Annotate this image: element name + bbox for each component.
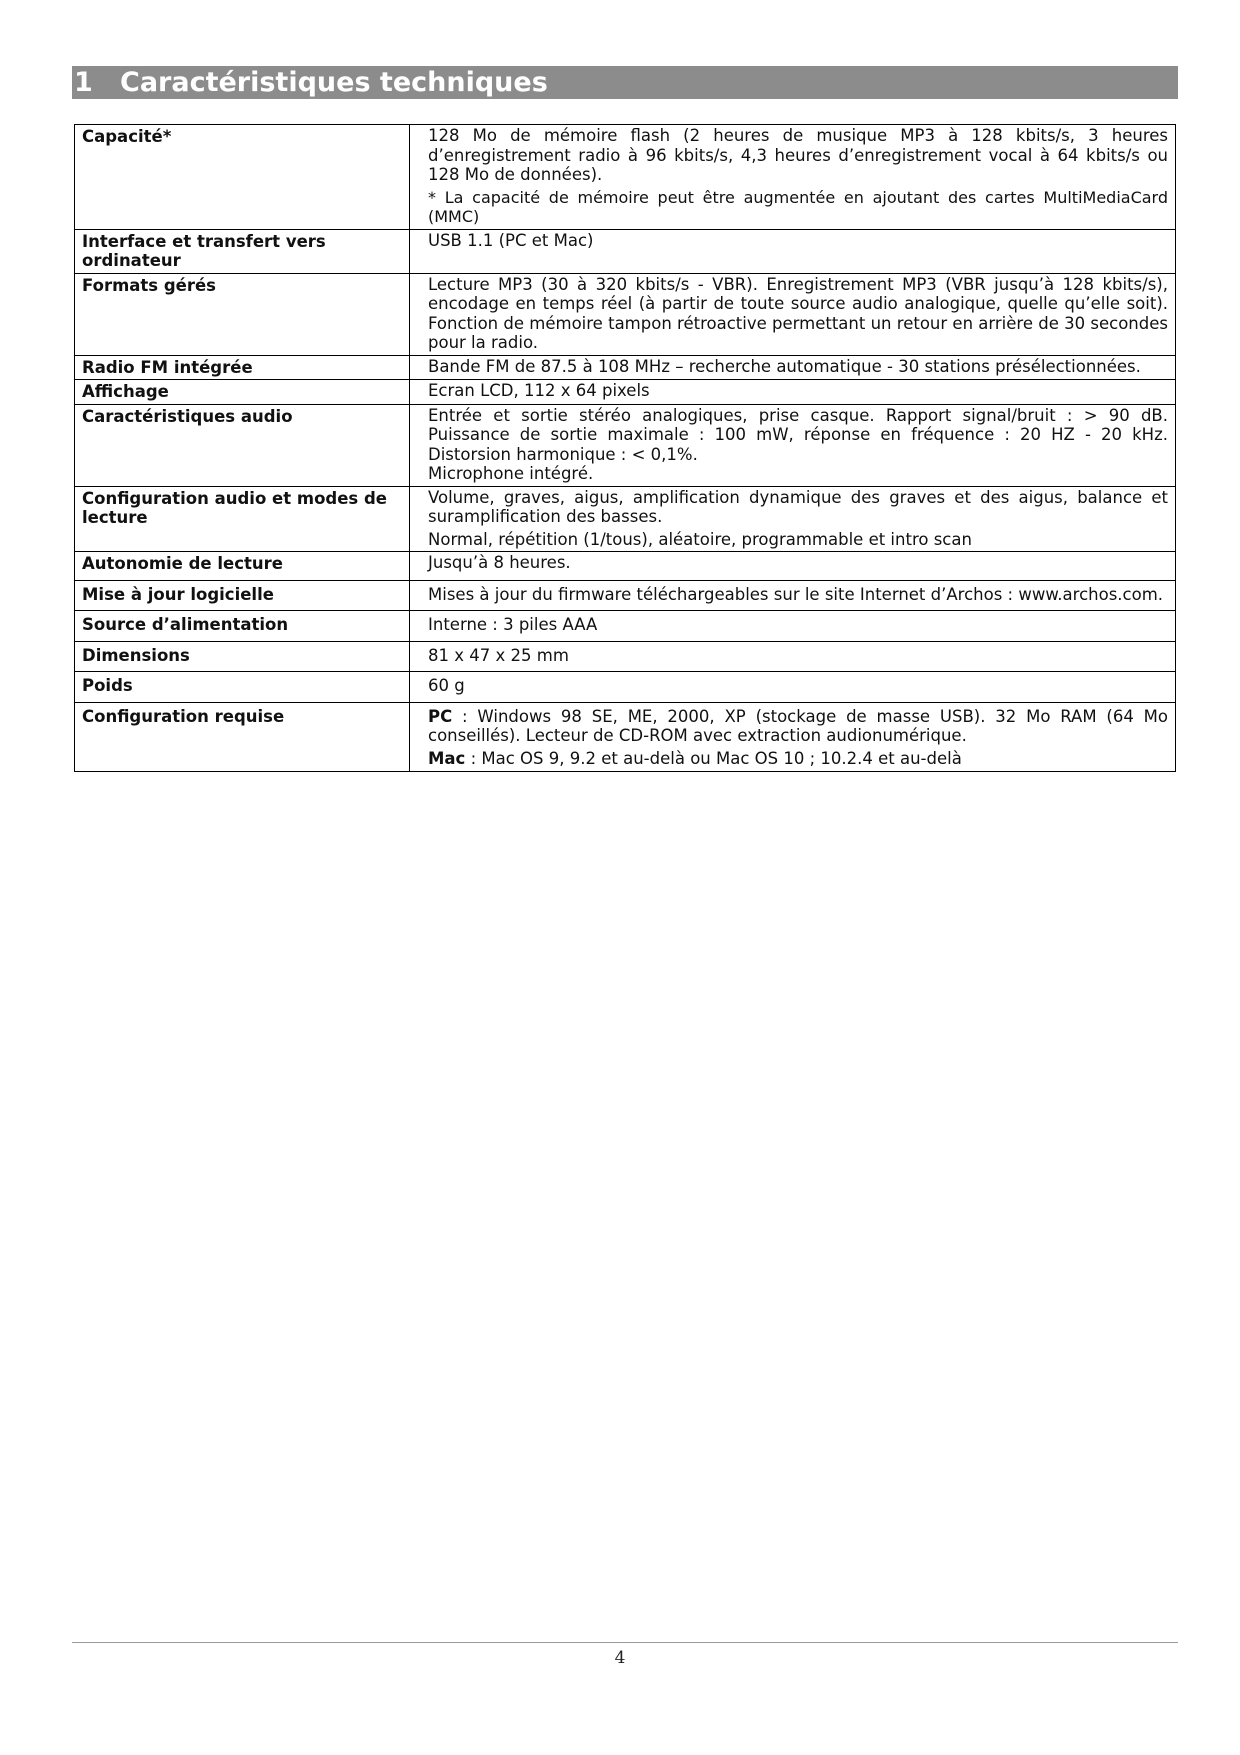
- spec-value: Ecran LCD, 112 x 64 pixels: [410, 380, 1176, 405]
- spec-text-pc: [428, 707, 1168, 746]
- spec-label: Poids: [75, 672, 410, 703]
- spec-label: Affichage: [75, 380, 410, 405]
- spec-value: USB 1.1 (PC et Mac): [410, 229, 1176, 273]
- spec-value: Interne : 3 piles AAA: [410, 611, 1176, 642]
- spec-label: Radio FM intégrée: [75, 355, 410, 380]
- table-row: [75, 125, 1176, 230]
- spec-value: [410, 125, 1176, 230]
- table-row: [75, 273, 1176, 355]
- section-number: 1: [74, 67, 93, 98]
- os-requirements-mac: : Mac OS 9, 9.2 et au-delà ou Mac OS 10 ; 10.2.4 et au-delà: [465, 748, 962, 768]
- table-row: [75, 380, 1176, 405]
- spec-value: [410, 702, 1176, 772]
- spec-text: Volume, graves, aigus, amplification dynamique des graves et des aigus, balance et suramplification des basses.: [428, 487, 1168, 526]
- spec-value: [410, 486, 1176, 552]
- table-row: [75, 486, 1176, 552]
- spec-value: Lecture MP3 (30 à 320 kbits/s - VBR). Enregistrement MP3 (VBR jusqu’à 128 kbits/s), encodage en temps réel (à partir de toute source audio analogique, quelle qu’elle soit). Fonction de mémoire tampon rétroactive permettant un retour en arrière de 30 secondes pour la radio.: [410, 273, 1176, 355]
- table-row: [75, 702, 1176, 772]
- spec-value: Jusqu’à 8 heures.: [410, 552, 1176, 581]
- table-row: [75, 229, 1176, 273]
- table-row: [75, 355, 1176, 380]
- spec-label: Formats gérés: [75, 273, 410, 355]
- spec-label: Caractéristiques audio: [75, 404, 410, 486]
- table-row: [75, 404, 1176, 486]
- section-heading: [72, 66, 1178, 99]
- spec-label: Capacité*: [75, 125, 410, 230]
- table-row: [75, 641, 1176, 672]
- spec-text-mac: [428, 749, 1168, 769]
- spec-footnote: * La capacité de mémoire peut être augmentée en ajoutant des cartes MultiMediaCard (MMC): [428, 187, 1168, 226]
- spec-text: Normal, répétition (1/tous), aléatoire, programmable et intro scan: [428, 529, 972, 549]
- os-label-pc: PC: [428, 706, 453, 726]
- table-row: [75, 672, 1176, 703]
- spec-label: Autonomie de lecture: [75, 552, 410, 581]
- spec-value: Bande FM de 87.5 à 108 MHz – recherche automatique - 30 stations présélectionnées.: [410, 355, 1176, 380]
- spec-value: [410, 404, 1176, 486]
- spec-label: Configuration audio et modes de lecture: [75, 486, 410, 552]
- table-row: [75, 552, 1176, 581]
- spec-label: Mise à jour logicielle: [75, 580, 410, 611]
- page-number: 4: [614, 1648, 626, 1668]
- table-row: [75, 580, 1176, 611]
- table-row: [75, 611, 1176, 642]
- os-requirements-pc: : Windows 98 SE, ME, 2000, XP (stockage de masse USB). 32 Mo RAM (64 Mo conseillés). Lecteur de CD-ROM avec extraction audionumérique.: [428, 706, 1168, 745]
- section-title: Caractéristiques techniques: [120, 67, 548, 98]
- spec-label: Interface et transfert vers ordinateur: [75, 229, 410, 273]
- footer-divider: [72, 1642, 1178, 1643]
- spec-value: 81 x 47 x 25 mm: [410, 641, 1176, 672]
- spec-label: Dimensions: [75, 641, 410, 672]
- spec-label: Source d’alimentation: [75, 611, 410, 642]
- spec-text: Microphone intégré.: [428, 464, 594, 483]
- spec-value: 60 g: [410, 672, 1176, 703]
- spec-value: Mises à jour du firmware téléchargeables sur le site Internet d’Archos : www.archos.com.: [410, 580, 1176, 611]
- specifications-table: [74, 124, 1176, 772]
- spec-label: Configuration requise: [75, 702, 410, 772]
- os-label-mac: Mac: [428, 748, 466, 768]
- spec-text: Entrée et sortie stéréo analogiques, prise casque. Rapport signal/bruit : > 90 dB. Puissance de sortie maximale : 100 mW, réponse en fréquence : 20 HZ - 20 kHz. Distorsion harmonique : < 0,1%.: [428, 405, 1168, 464]
- spec-text: 128 Mo de mémoire flash (2 heures de musique MP3 à 128 kbits/s, 3 heures d’enregistrement radio à 96 kbits/s, 4,3 heures d’enregistrement vocal à 64 kbits/s ou 128 Mo de données).: [428, 126, 1168, 184]
